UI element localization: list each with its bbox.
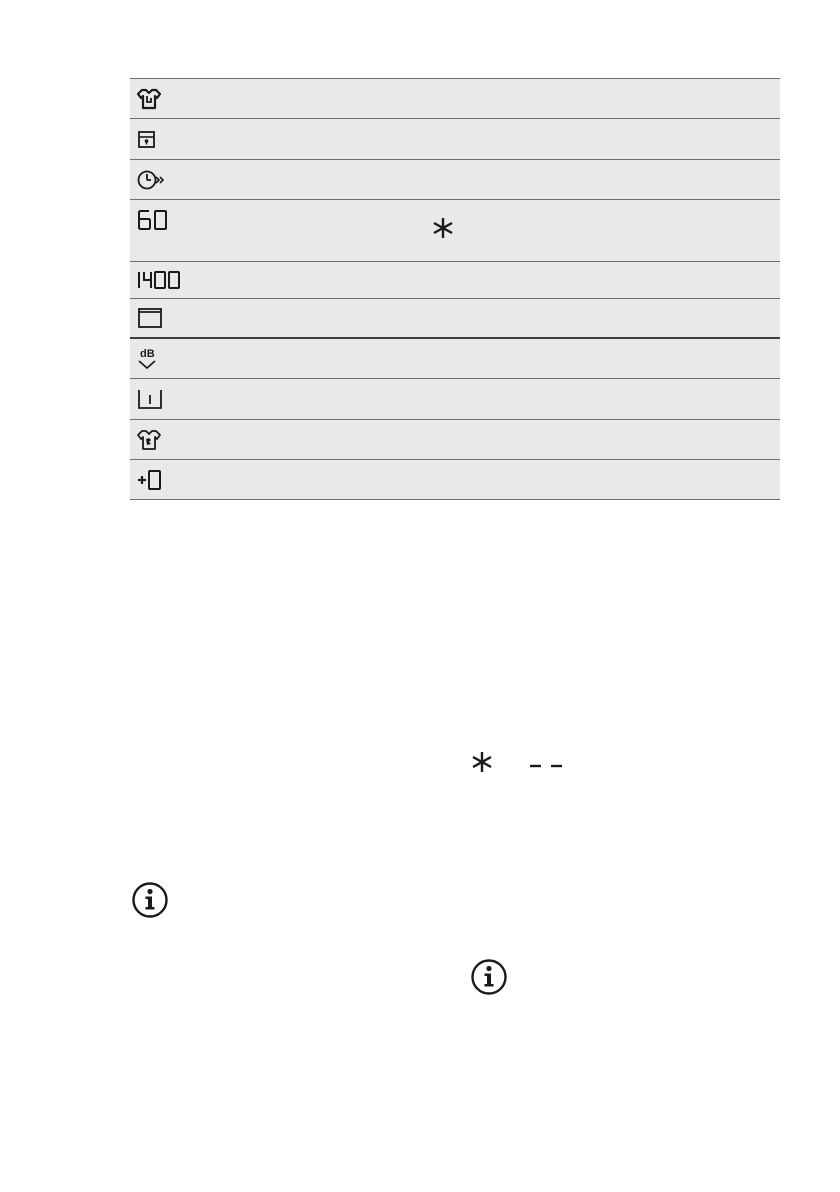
cropped-footer-text	[0, 1186, 150, 1192]
rinse-tub-icon	[136, 306, 164, 330]
table-row	[130, 420, 780, 460]
svg-text:dB: dB	[140, 348, 155, 360]
shirt-outline-icon	[136, 87, 162, 111]
extra-rinse-plus-icon	[136, 468, 166, 492]
cold-asterisk-icon	[470, 750, 494, 774]
display-symbols-table	[130, 78, 780, 500]
drain-tub-icon	[136, 387, 164, 411]
table-row	[130, 299, 780, 339]
info-icon	[130, 880, 170, 920]
table-row	[130, 339, 780, 379]
spin-1400-display-icon	[136, 268, 184, 292]
table-row	[130, 119, 780, 160]
temperature-60-display-icon	[136, 208, 170, 232]
table-row	[130, 79, 780, 119]
table-row	[130, 262, 780, 299]
table-row	[130, 460, 780, 500]
dash-display-icon	[527, 760, 567, 772]
table-row	[130, 160, 780, 200]
door-lock-icon	[136, 129, 158, 151]
quiet-db-icon	[136, 345, 160, 373]
stain-shirt-icon	[136, 428, 162, 452]
info-icon	[469, 957, 509, 997]
table-row	[130, 379, 780, 420]
cold-asterisk-icon	[431, 216, 455, 240]
table-row	[130, 200, 780, 262]
delay-start-clock-icon	[136, 168, 168, 192]
